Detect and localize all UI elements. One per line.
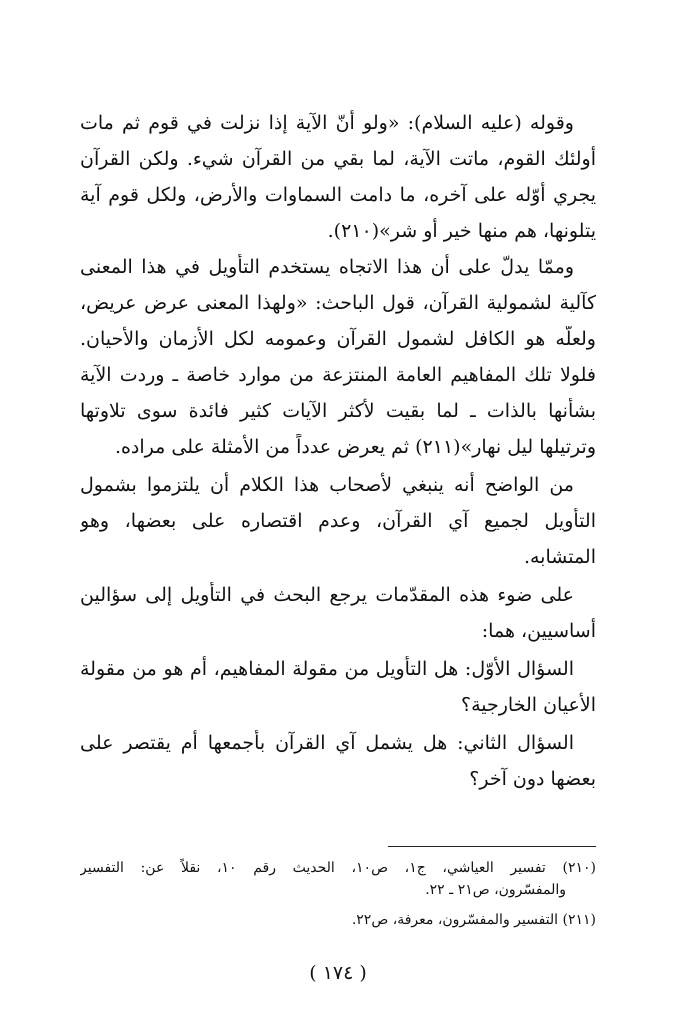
footnote-line: (٢١١) التفسير والمفسّرون، معرفة، ص٢٢.	[351, 912, 596, 928]
body-line: ولعلّه هو الكافل لشمول القرآن وعمومه لكل الأزمان والأحيان.	[80, 328, 596, 350]
body-line: أساسيين، هما:	[481, 620, 596, 642]
body-line: وقوله (عليه السلام): «ولو أنّ الآية إذا نزلت في قوم ثم مات	[80, 112, 574, 134]
body-line: أولئك القوم، ماتت الآية، لما بقي من القرآن شيء. ولكن القرآن	[80, 148, 596, 170]
body-line: السؤال الأوّل: هل التأويل من مقولة المفاهيم، أم هو من مقولة	[80, 658, 574, 680]
body-line: التأويل لجميع آي القرآن، وعدم اقتصاره على بعضها، وهو	[80, 510, 596, 532]
footnote-line: والمفسّرون، ص٢١ ـ ٢٢.	[425, 882, 566, 898]
footnote-divider	[388, 846, 596, 847]
body-line: وممّا يدلّ على أن هذا الاتجاه يستخدم التأويل في هذا المعنى	[80, 256, 574, 278]
body-line: يتلونها، هم منها خير أو شر»(٢١٠).	[327, 220, 596, 242]
footnote-line: (٢١٠) تفسير العياشي، ج١، ص١٠، الحديث رقم ١٠، نقلاً عن: التفسير	[80, 860, 596, 876]
body-line: السؤال الثاني: هل يشمل آي القرآن بأجمعها أم يقتصر على	[80, 732, 574, 754]
body-line: بعضها دون آخر؟	[469, 768, 596, 790]
body-line: من الواضح أنه ينبغي لأصحاب هذا الكلام أن يلتزموا بشمول	[80, 474, 574, 496]
body-line: يجري أوّله على آخره، ما دامت السماوات والأرض، ولكل قوم آية	[80, 184, 596, 206]
body-line: بشأنها بالذات ـ لما بقيت لأكثر الآيات كثير فائدة سوى تلاوتها	[80, 400, 596, 422]
body-line: الأعيان الخارجية؟	[460, 694, 596, 716]
body-line: على ضوء هذه المقدّمات يرجع البحث في التأويل إلى سؤالين	[80, 584, 574, 606]
body-line: كآلية لشمولية القرآن، قول الباحث: «ولهذا المعنى عرض عريض،	[80, 292, 596, 314]
page-number: ( ١٧٤ )	[309, 962, 367, 984]
body-line: فلولا تلك المفاهيم العامة المنتزعة من موارد خاصة ـ وردت الآية	[80, 364, 596, 386]
body-line: وترتيلها ليل نهار»(٢١١) ثم يعرض عدداً من الأمثلة على مراده.	[114, 436, 596, 458]
body-line: المتشابه.	[523, 546, 596, 568]
